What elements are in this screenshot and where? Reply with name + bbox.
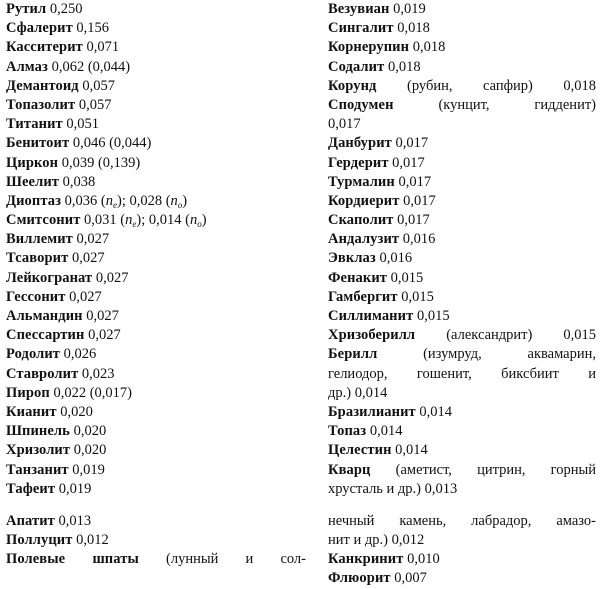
mineral-name: Ставролит [6, 365, 79, 382]
mineral-name: Титанит [6, 116, 63, 133]
mineral-name: Турмалин [328, 173, 395, 190]
mineral-entry [328, 569, 596, 588]
mineral-name: Танзанит [6, 461, 69, 478]
mineral-entry [328, 19, 596, 38]
mineral-entry [328, 0, 596, 19]
dispersion-value: (аметист, цитрин, горный [395, 461, 596, 478]
mineral-name: Сингалит [328, 20, 394, 37]
index-symbol: n [105, 192, 113, 209]
dispersion-value: 0,046 (0,044) [72, 135, 152, 152]
mineral-name: Содалит [328, 58, 385, 75]
mineral-name: Шеелит [6, 173, 60, 190]
index-symbol: n [125, 212, 133, 229]
dispersion-value: хрусталь и др.) 0,013 [328, 480, 458, 497]
mineral-entry [328, 307, 596, 326]
index-subscript: o [177, 199, 183, 210]
mineral-entry [6, 230, 306, 249]
dispersion-value: 0,020 [73, 423, 107, 440]
dispersion-value: 0,250 [49, 1, 83, 17]
mineral-entry [6, 0, 306, 19]
dispersion-value-mid: ); 0,014 ( [136, 212, 190, 229]
mineral-entry [328, 249, 596, 268]
mineral-entry [6, 77, 306, 96]
dispersion-value: 0,019 [58, 480, 92, 497]
dispersion-value-end: ) [182, 192, 188, 209]
mineral-name: Сфалерит [6, 20, 73, 37]
mineral-name: Рутил [6, 1, 47, 17]
dispersion-value: гелиодор, гошенит, биксбиит и [328, 365, 596, 382]
dispersion-value: 0,023 [81, 365, 115, 382]
mineral-name: Корунд [328, 77, 377, 94]
dispersion-value: (кунцит, гидденит) [438, 96, 596, 113]
mineral-entry [328, 134, 596, 153]
mineral-name: Сподумен [328, 96, 394, 113]
mineral-entry [328, 96, 596, 115]
dispersion-value: 0,071 [86, 39, 120, 56]
mineral-entry [328, 288, 596, 307]
dispersion-value: 0,026 [63, 346, 97, 363]
index-subscript: e [112, 199, 117, 210]
mineral-name: Кварц [328, 461, 371, 478]
dispersion-value: 0,062 (0,044) [51, 58, 131, 75]
mineral-name: Хризолит [6, 442, 71, 459]
mineral-entry [328, 115, 596, 134]
dispersion-value: 0,012 [76, 532, 109, 549]
mineral-name: Бразилианит [328, 403, 416, 420]
mineral-name: Апатит [6, 512, 55, 529]
dispersion-value: 0,051 [66, 116, 99, 133]
mineral-name: Касситерит [6, 39, 83, 56]
mineral-name: Виллемит [6, 231, 73, 248]
index-subscript: e [132, 219, 137, 230]
mineral-entry [328, 345, 596, 364]
mineral-entry [6, 269, 306, 288]
dispersion-value: 0,013 [58, 512, 92, 529]
dispersion-value: 0,015 [401, 288, 434, 305]
dispersion-value: 0,027 [76, 231, 110, 248]
dispersion-value: 0,014 [419, 403, 453, 420]
mineral-entry [6, 345, 306, 364]
mineral-entry [328, 211, 596, 230]
dispersion-value: 0,027 [69, 288, 102, 305]
mineral-name: Спессартин [6, 327, 85, 344]
mineral-entry [328, 461, 596, 480]
right-column [328, 0, 596, 589]
dispersion-value: (рубин, сапфир) 0,018 [407, 77, 596, 94]
dispersion-value: 0,017 [398, 173, 432, 190]
dispersion-value: 0,018 [387, 58, 421, 75]
mineral-entry [6, 134, 306, 153]
mineral-entry [328, 403, 596, 422]
mineral-entry [6, 249, 306, 268]
mineral-entry [6, 192, 306, 211]
mineral-entry [6, 461, 306, 480]
mineral-entry [328, 531, 596, 550]
dispersion-value: 0,007 [394, 570, 427, 587]
mineral-entry [328, 550, 596, 569]
mineral-entry [6, 96, 306, 115]
mineral-name: Андалузит [328, 231, 400, 248]
dispersion-value: др.) 0,014 [328, 384, 388, 401]
mineral-entry [6, 115, 306, 134]
mineral-entry [6, 307, 306, 326]
mineral-entry [6, 154, 306, 173]
mineral-entry [328, 192, 596, 211]
mineral-entry [6, 173, 306, 192]
mineral-name: Альмандин [6, 308, 83, 324]
dispersion-value: 0,017 [397, 212, 430, 229]
mineral-name: Тафеит [6, 480, 56, 497]
mineral-name: Полевые шпаты [6, 551, 139, 568]
mineral-entry [6, 58, 306, 77]
mineral-entry [6, 384, 306, 403]
mineral-entry [6, 512, 306, 531]
mineral-entry [328, 173, 596, 192]
mineral-name: Смитсонит [6, 212, 81, 229]
mineral-entry [6, 211, 306, 230]
mineral-name: Алмаз [6, 58, 48, 75]
mineral-name: Фенакит [328, 269, 388, 286]
mineral-name: Везувиан [328, 1, 390, 17]
mineral-entry [328, 480, 596, 499]
mineral-name: Скаполит [328, 212, 394, 229]
mineral-name: Родолит [6, 346, 61, 363]
dispersion-value: 0,156 [76, 20, 110, 37]
mineral-name: Целестин [328, 442, 392, 459]
mineral-name: Кианит [6, 403, 57, 420]
mineral-name: Канкринит [328, 551, 404, 568]
mineral-entry [328, 384, 596, 403]
dispersion-value: (александрит) 0,015 [446, 327, 596, 344]
mineral-entry [6, 19, 306, 38]
mineral-name: Кордиерит [328, 192, 400, 209]
mineral-name: Поллуцит [6, 532, 73, 549]
dispersion-value: 0,038 [62, 173, 96, 190]
dispersion-value: (лунный и сол- [166, 551, 306, 568]
dispersion-value: 0,017 [392, 154, 425, 171]
left-column [6, 0, 306, 569]
mineral-entry [6, 422, 306, 441]
dispersion-value-mid: ); 0,028 ( [116, 192, 171, 209]
dispersion-value: 0,018 [412, 39, 446, 56]
mineral-entry [6, 441, 306, 460]
dispersion-value: 0,022 (0,017) [53, 384, 132, 401]
index-symbol: n [170, 192, 178, 209]
dispersion-value: 0,027 [88, 327, 121, 344]
dispersion-value: 0,014 [395, 442, 428, 459]
mineral-entry [328, 230, 596, 249]
mineral-name: Циркон [6, 154, 59, 171]
mineral-entry [6, 38, 306, 57]
mineral-name: Берилл [328, 346, 378, 363]
section-gap [6, 499, 306, 512]
mineral-entry [6, 531, 306, 550]
dispersion-value: 0,010 [407, 551, 440, 568]
mineral-name: Силлиманит [328, 308, 414, 324]
dispersion-value: 0,019 [393, 1, 426, 17]
dispersion-value: 0,015 [416, 308, 450, 324]
mineral-name: Пироп [6, 384, 50, 401]
mineral-name: Бенитоит [6, 135, 70, 152]
mineral-name: Эвклаз [328, 250, 376, 267]
dispersion-value: 0,017 [395, 135, 429, 152]
mineral-entry [328, 269, 596, 288]
dispersion-value: 0,027 [71, 250, 105, 267]
mineral-name: Топазолит [6, 96, 76, 113]
dispersion-value: 0,020 [60, 403, 93, 420]
dispersion-value: 0,016 [402, 231, 436, 248]
dispersion-value: 0,057 [82, 77, 115, 94]
dispersion-value: 0,031 ( [84, 212, 126, 229]
dispersion-value: (изумруд, аквамарин, [423, 346, 596, 363]
mineral-entry [6, 365, 306, 384]
mineral-name: Гердерит [328, 154, 389, 171]
mineral-name: Данбурит [328, 135, 392, 152]
index-symbol: n [189, 212, 198, 229]
mineral-name: Хризоберилл [328, 327, 416, 344]
mineral-entry [328, 326, 596, 345]
dispersion-value: нит и др.) 0,012 [328, 532, 425, 549]
dispersion-value: 0,027 [95, 269, 129, 286]
mineral-entry [6, 550, 306, 569]
mineral-entry [328, 365, 596, 384]
mineral-entry [328, 512, 596, 531]
dispersion-value-end: ) [201, 212, 207, 229]
mineral-name: Гессонит [6, 288, 66, 305]
mineral-name: Диоптаз [6, 192, 62, 209]
mineral-name: Топаз [328, 423, 367, 440]
dispersion-value: 0,039 (0,139) [61, 154, 141, 171]
dispersion-value: 0,020 [73, 442, 107, 459]
mineral-entry [6, 288, 306, 307]
dispersion-value: 0,018 [397, 20, 430, 37]
index-subscript: o [197, 219, 202, 230]
mineral-entry [328, 38, 596, 57]
mineral-entry [328, 154, 596, 173]
mineral-entry [6, 403, 306, 422]
dispersion-value: нечный камень, лабрадор, амазо- [328, 512, 596, 529]
mineral-entry [6, 326, 306, 345]
dispersion-value: 0,036 ( [64, 192, 106, 209]
mineral-name: Лейкогранат [6, 269, 93, 286]
dispersion-value: 0,027 [86, 308, 119, 324]
mineral-name: Тсаворит [6, 250, 69, 267]
mineral-entry [328, 422, 596, 441]
dispersion-value: 0,057 [78, 96, 112, 113]
dispersion-value: 0,014 [369, 423, 403, 440]
mineral-entry [6, 480, 306, 499]
mineral-name: Шпинель [6, 423, 70, 440]
mineral-name: Флюорит [328, 570, 391, 587]
mineral-name: Гамбергит [328, 288, 398, 305]
mineral-entry [328, 77, 596, 96]
mineral-entry [328, 441, 596, 460]
section-gap [328, 499, 596, 512]
dispersion-value: 0,019 [72, 461, 105, 478]
mineral-name: Демантоид [6, 77, 79, 94]
dispersion-value: 0,017 [403, 192, 436, 209]
mineral-entry [328, 58, 596, 77]
dispersion-value: 0,015 [390, 269, 424, 286]
dispersion-value: 0,016 [379, 250, 413, 267]
mineral-name: Корнерупин [328, 39, 410, 56]
dispersion-value: 0,017 [328, 116, 361, 133]
